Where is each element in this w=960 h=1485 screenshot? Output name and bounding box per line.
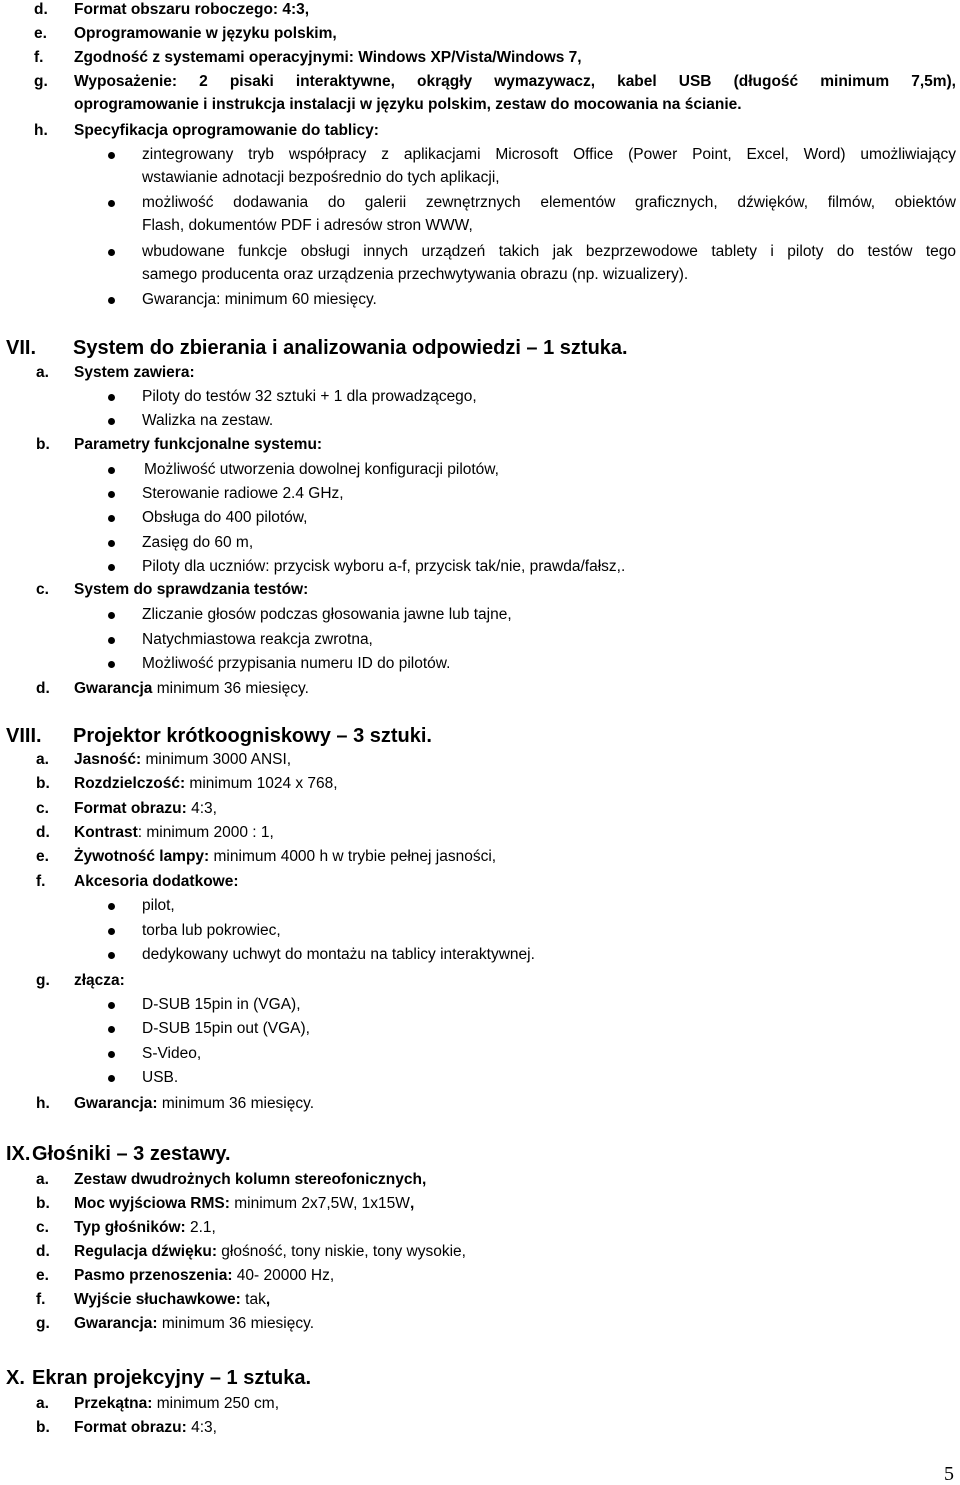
item-value: : minimum 2000 : 1, xyxy=(137,824,274,841)
item-label: złącza xyxy=(74,972,120,989)
bullet-icon xyxy=(108,612,115,619)
item-label: System zawiera: xyxy=(74,364,195,381)
item-label: Gwarancja: xyxy=(74,1315,158,1332)
item-label: Regulacja dźwięku: xyxy=(74,1243,217,1260)
item-d xyxy=(36,679,309,699)
item-label: Moc wyjściowa RMS: xyxy=(74,1195,230,1212)
item-marker: g. xyxy=(34,73,48,90)
bullet-icon xyxy=(108,249,115,256)
item-d xyxy=(34,0,310,20)
list-item: Zliczanie głosów podczas głosowania jawne lub tajne, xyxy=(142,606,512,623)
list-item: możliwość dodawania do galerii zewnętrznych elementów graficznych, dźwięków, filmów, obiektów xyxy=(142,194,956,211)
list-item: zintegrowany tryb współpracy z aplikacjami Microsoft Office (Power Point, Excel, Word) umożliwiający xyxy=(142,146,956,163)
item-label: Pasmo przenoszenia: xyxy=(74,1267,233,1284)
item-label: Wyjście słuchawkowe: xyxy=(74,1291,241,1308)
item-h xyxy=(36,1094,315,1114)
item-colon: : xyxy=(119,972,125,989)
bullet-icon xyxy=(108,661,115,668)
item-marker: a. xyxy=(36,364,49,381)
list-item-continuation: wstawianie adnotacji bezpośrednio do tych aplikacji, xyxy=(142,169,500,186)
item-b xyxy=(36,435,323,455)
item-label: Gwarancja: xyxy=(74,1095,158,1112)
item-label: Typ głośników: xyxy=(74,1219,186,1236)
item-value: minimum 36 miesięcy. xyxy=(152,680,309,697)
item-value: tak xyxy=(240,1291,266,1308)
item-marker: d. xyxy=(34,1,48,18)
spec-item xyxy=(36,823,274,843)
item-marker: c. xyxy=(36,581,49,598)
spec-item xyxy=(36,1194,415,1214)
bullet-icon xyxy=(108,1026,115,1033)
item-value: głośność, tony niskie, tony wysokie, xyxy=(216,1243,466,1260)
spec-item xyxy=(36,1394,280,1414)
item-a xyxy=(36,363,195,383)
item-g xyxy=(34,72,48,92)
item-marker: a. xyxy=(36,751,49,768)
item-marker: e. xyxy=(36,1267,49,1284)
list-item: Zasięg do 60 m, xyxy=(142,534,254,551)
bullet-icon xyxy=(108,152,115,159)
spec-item xyxy=(36,774,338,794)
item-value: minimum 4000 h w trybie pełnej jasności, xyxy=(209,848,497,865)
section-number: X. xyxy=(6,1367,25,1389)
item-marker: f. xyxy=(36,873,46,890)
item-text: Oprogramowanie w języku polskim, xyxy=(74,25,337,42)
item-value: 2.1, xyxy=(185,1219,216,1236)
section-number: IX. xyxy=(6,1143,31,1165)
spec-item xyxy=(36,1266,335,1286)
item-g-line2: oprogramowanie i instrukcja instalacji w języku polskim, zestaw do mocowania na ścianie. xyxy=(74,96,742,113)
item-marker: a. xyxy=(36,1171,49,1188)
item-value: minimum 250 cm, xyxy=(152,1395,280,1412)
item-marker: f. xyxy=(34,49,44,66)
list-item: pilot, xyxy=(142,897,175,914)
item-label: Zestaw dwudrożnych kolumn stereofonicznych, xyxy=(74,1171,427,1188)
bullet-icon xyxy=(108,952,115,959)
item-label: Format obrazu: xyxy=(74,800,187,817)
bullet-icon xyxy=(108,928,115,935)
item-label: Format obrazu: xyxy=(74,1419,187,1436)
item-label: Jasność: xyxy=(74,751,142,768)
list-item: Obsługa do 400 pilotów, xyxy=(142,509,308,526)
list-item-continuation: samego producenta oraz urządzenia przechwytywania obrazu (np. wizualizery). xyxy=(142,266,689,283)
item-marker: g. xyxy=(36,1315,50,1332)
item-marker: b. xyxy=(36,1419,50,1436)
bullet-icon xyxy=(108,467,115,474)
item-tail: , xyxy=(409,1195,415,1212)
item-label: Parametry funkcjonalne systemu: xyxy=(74,436,323,453)
item-marker: b. xyxy=(36,775,50,792)
bullet-icon xyxy=(108,200,115,207)
bullet-icon xyxy=(108,564,115,571)
list-item: Gwarancja: minimum 60 miesięcy. xyxy=(142,291,377,308)
list-item: Walizka na zestaw. xyxy=(142,412,274,429)
bullet-icon xyxy=(108,394,115,401)
item-label: Akcesoria dodatkowe: xyxy=(74,873,239,890)
bullet-icon xyxy=(108,1075,115,1082)
item-g xyxy=(36,971,125,991)
item-label: System do sprawdzania testów xyxy=(74,581,304,598)
item-marker: b. xyxy=(36,436,50,453)
section-title: Ekran projekcyjny – 1 sztuka. xyxy=(32,1367,312,1389)
list-item: Możliwość przypisania numeru ID do pilotów. xyxy=(142,655,451,672)
section-title: Projektor krótkoogniskowy – 3 sztuki. xyxy=(73,725,432,747)
bullet-icon xyxy=(108,637,115,644)
bullet-icon xyxy=(108,491,115,498)
section-number: VII. xyxy=(6,337,37,359)
list-item: dedykowany uchwyt do montażu na tablicy interaktywnej. xyxy=(142,946,535,963)
list-item: Sterowanie radiowe 2.4 GHz, xyxy=(142,485,344,502)
item-value: minimum 36 miesięcy. xyxy=(157,1315,315,1332)
item-value: minimum 3000 ANSI, xyxy=(141,751,292,768)
item-value: 4:3, xyxy=(186,800,217,817)
item-text: Zgodność z systemami operacyjnymi: Windows XP/Vista/Windows 7, xyxy=(74,49,582,66)
list-item: Piloty do testów 32 sztuki + 1 dla prowadzącego, xyxy=(142,388,477,405)
item-value: minimum 2x7,5W, 1x15W xyxy=(229,1195,410,1212)
bullet-icon xyxy=(108,540,115,547)
item-value: minimum 1024 x 768, xyxy=(185,775,338,792)
item-marker: c. xyxy=(36,1219,49,1236)
item-text: Format obszaru roboczego: 4:3, xyxy=(74,1,310,18)
bullet-icon xyxy=(108,515,115,522)
bullet-icon xyxy=(108,903,115,910)
spec-item xyxy=(36,1218,216,1238)
item-value: 40- 20000 Hz, xyxy=(232,1267,335,1284)
item-colon: : xyxy=(303,581,309,598)
item-h xyxy=(34,121,379,141)
list-item: D-SUB 15pin in (VGA), xyxy=(142,996,301,1013)
list-item: Piloty dla uczniów: przycisk wyboru a-f, przycisk tak/nie, prawda/fałsz,. xyxy=(142,558,626,575)
item-marker: e. xyxy=(34,25,47,42)
bullet-icon xyxy=(108,1002,115,1009)
list-item: D-SUB 15pin out (VGA), xyxy=(142,1020,310,1037)
item-label: Żywotność lampy: xyxy=(74,848,210,865)
item-f xyxy=(34,48,582,68)
list-item: S-Video, xyxy=(142,1045,202,1062)
item-tail: , xyxy=(265,1291,271,1308)
list-item: torba lub pokrowiec, xyxy=(142,922,281,939)
item-value: 4:3, xyxy=(186,1419,217,1436)
spec-item xyxy=(36,1242,466,1262)
item-marker: g. xyxy=(36,972,50,989)
item-marker: d. xyxy=(36,680,50,697)
item-label: Kontrast xyxy=(74,824,138,841)
list-item: USB. xyxy=(142,1069,179,1086)
spec-item xyxy=(36,847,497,867)
item-marker: f. xyxy=(36,1291,46,1308)
item-e xyxy=(34,24,337,44)
list-item-continuation: Flash, dokumentów PDF i adresów stron WWW, xyxy=(142,217,473,234)
item-text: Specyfikacja oprogramowanie do tablicy: xyxy=(74,122,379,139)
list-item: Możliwość utworzenia dowolnej konfiguracji pilotów, xyxy=(144,461,499,478)
spec-item xyxy=(36,1170,427,1190)
item-marker: e. xyxy=(36,848,49,865)
item-label: Przekątna: xyxy=(74,1395,153,1412)
item-value: minimum 36 miesięcy. xyxy=(157,1095,315,1112)
spec-item xyxy=(36,799,217,819)
page-number: 5 xyxy=(944,1463,954,1485)
section-title: Głośniki – 3 zestawy. xyxy=(32,1143,231,1165)
bullet-icon xyxy=(108,418,115,425)
bullet-icon xyxy=(108,1051,115,1058)
spec-item xyxy=(36,1314,315,1334)
spec-item xyxy=(36,750,292,770)
section-title: System do zbierania i analizowania odpowiedzi – 1 sztuka. xyxy=(73,337,628,359)
item-marker: h. xyxy=(36,1095,50,1112)
spec-item xyxy=(36,872,239,892)
item-g-line1: Wyposażenie: 2 pisaki interaktywne, okrągły wymazywacz, kabel USB (długość minimum 7,5m), xyxy=(74,73,956,90)
item-marker: h. xyxy=(34,122,48,139)
spec-item xyxy=(36,1418,217,1438)
list-item: wbudowane funkcje obsługi innych urządzeń takich jak bezprzewodowe tablety i piloty do testów tego xyxy=(142,243,956,260)
section-number: VIII. xyxy=(6,725,42,747)
item-label: Rozdzielczość: xyxy=(74,775,186,792)
bullet-icon xyxy=(108,297,115,304)
item-marker: b. xyxy=(36,1195,50,1212)
spec-item xyxy=(36,1290,271,1310)
list-item: Natychmiastowa reakcja zwrotna, xyxy=(142,631,373,648)
item-marker: d. xyxy=(36,1243,50,1260)
item-label: Gwarancja xyxy=(74,680,153,697)
item-marker: a. xyxy=(36,1395,49,1412)
item-marker: c. xyxy=(36,800,49,817)
item-c xyxy=(36,580,309,600)
item-marker: d. xyxy=(36,824,50,841)
